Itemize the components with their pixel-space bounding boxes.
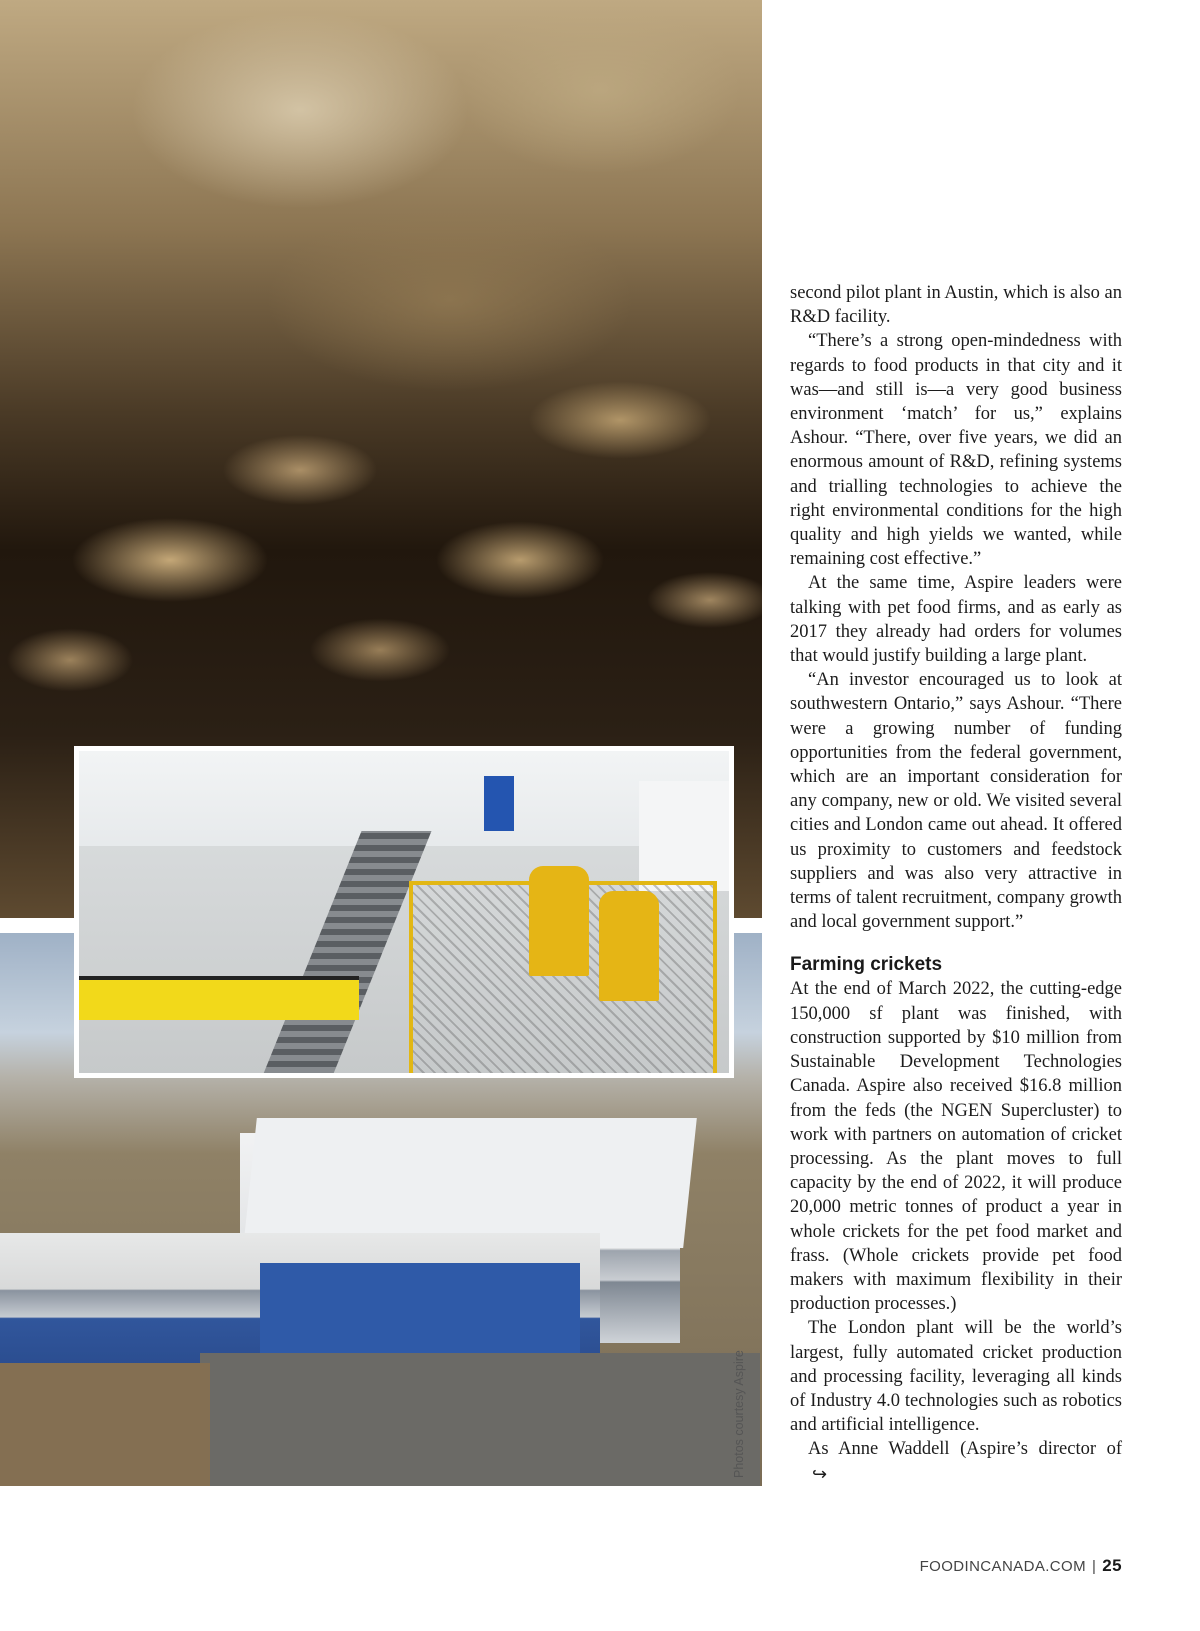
article-paragraph: At the same time, Aspire leaders were talking with pet food firms, and as early as 2017 they already had orders for volumes that would justify building a large plant. — [790, 573, 1122, 667]
page-folio — [920, 1556, 1122, 1576]
factory-interior-robots-photo — [74, 746, 734, 1078]
section-subhead: Farming crickets — [790, 954, 943, 976]
article-paragraph: The London plant will be the world’s largest, fully automated cricket production and processing facility, leveraging all kinds of Industry 4.0 technologies such as robotics and artificial intelligence. — [790, 1318, 1122, 1436]
site-name: FOODINCANADA.COM — [919, 1558, 1086, 1575]
article-paragraph: second pilot plant in Austin, which is also an R&D facility. — [790, 283, 1122, 328]
article-paragraph-continued — [790, 1437, 1122, 1485]
article-paragraph: “An investor encouraged us to look at southwestern Ontario,” says Ashour. “There were a growing number of funding opportunities from the federal government, which are an important consideration for any company, new or old. We visited several cities and London came out ahead. It offered us proximity to customers and feedstock suppliers and was also very attractive in terms of talent recruitment, company growth and local government support.” — [790, 670, 1122, 933]
article-paragraph: “There’s a strong open-mindedness with regards to food products in that city and it was—and still is—a very good business environment ‘match’ for us,” explains Ashour. “There, over five years, we did an enormous amount of R&D, refining systems and trialling technologies to achieve the right environmental conditions for the high quality and high yields we wanted, while remaining cost effective.” — [790, 331, 1122, 570]
photo-credit: Photos courtesy Aspire — [732, 1350, 746, 1478]
article-paragraph: At the end of March 2022, the cutting-edge 150,000 sf plant was finished, with construction supported by $10 million from Sustainable Development Technologies Canada. Aspire also received $16.8 million from the feds (the NGEN Supercluster) to work with partners on automation of cricket processing. As the plant moves to full capacity by the end of 2022, it will produce 20,000 metric tonnes of product a year in whole crickets for the pet food market and frass. (Whole crickets provide pet food makers with maximum flexibility in their production processes.) — [790, 979, 1122, 1315]
curved-arrow-icon: ↪ — [812, 1463, 828, 1485]
folio-separator: | — [1091, 1558, 1097, 1575]
article-last-line: As Anne Waddell (Aspire’s director of — [808, 1439, 1122, 1460]
article-column — [790, 281, 1122, 1486]
page-number: 25 — [1102, 1556, 1122, 1575]
